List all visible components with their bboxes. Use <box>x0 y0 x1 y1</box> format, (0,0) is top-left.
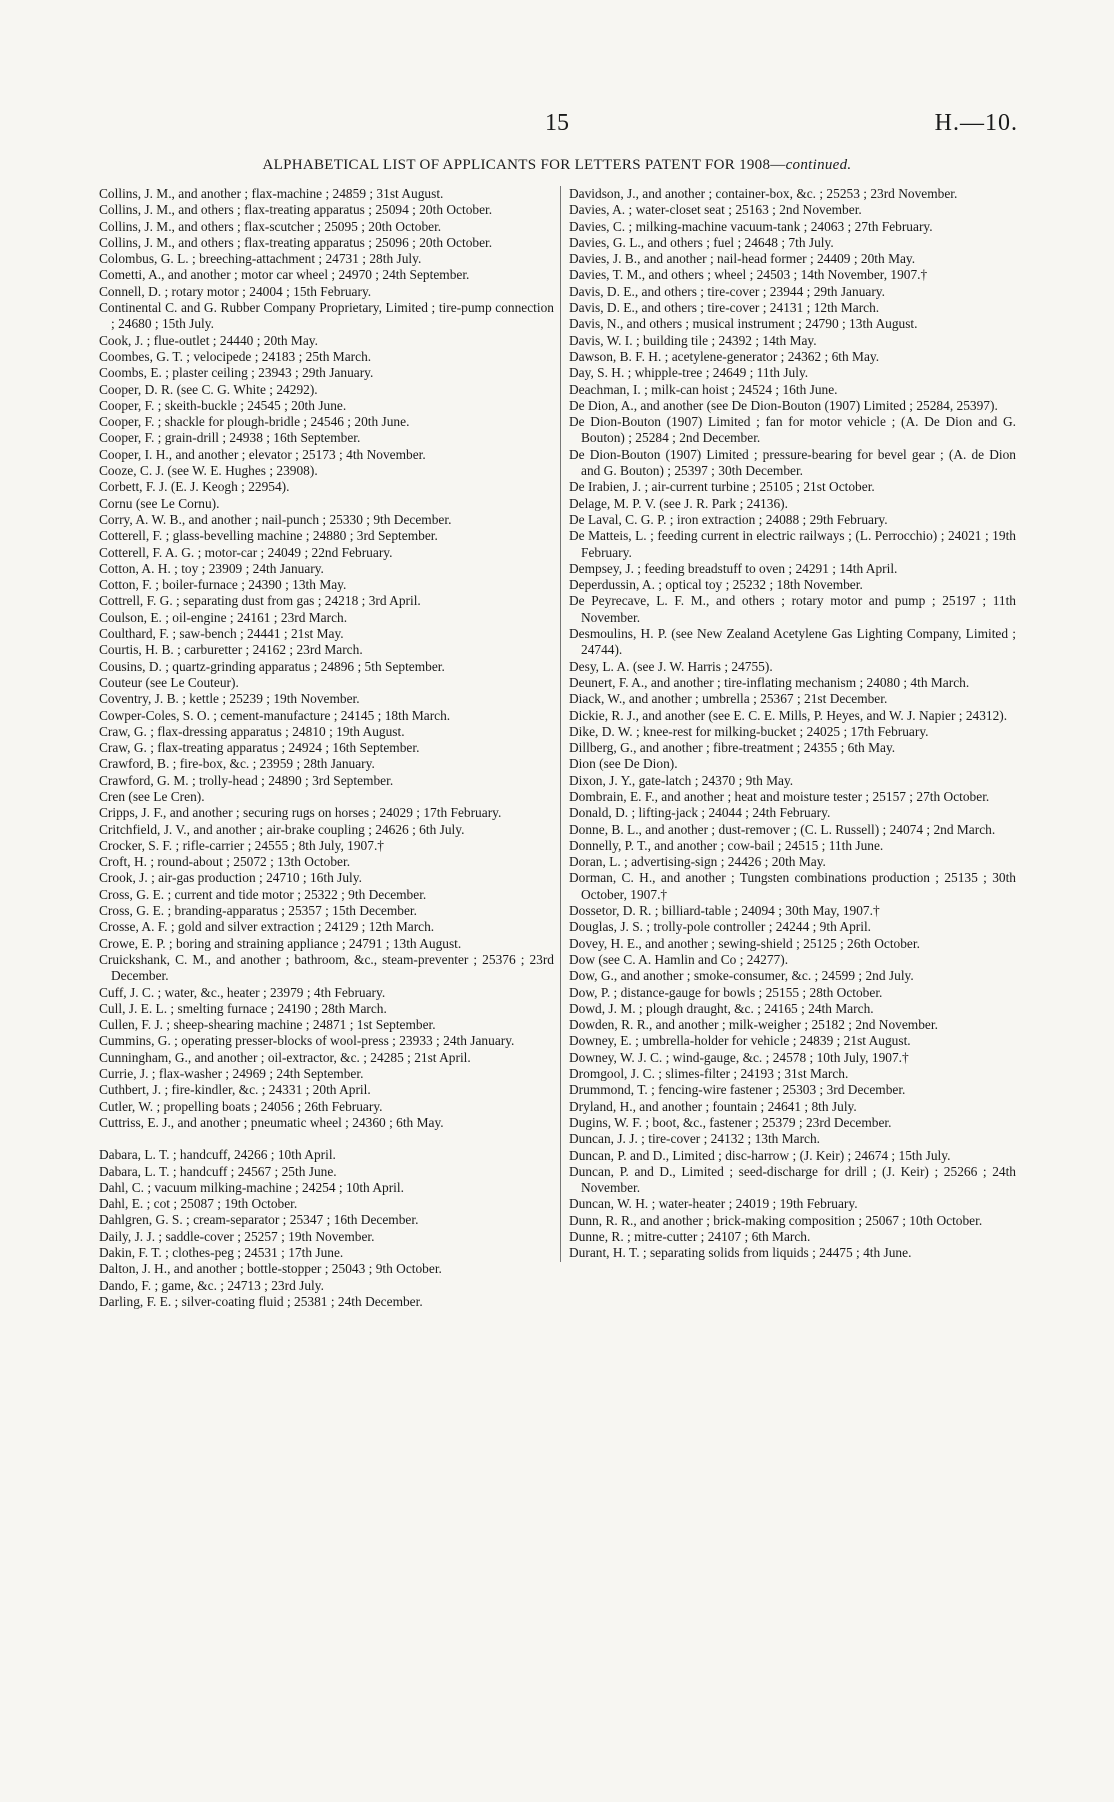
list-entry: Cook, J. ; flue-outlet ; 24440 ; 20th May. <box>99 332 318 348</box>
list-entry: Duncan, W. H. ; water-heater ; 24019 ; 19th February. <box>569 1196 858 1212</box>
list-entry: Cotton, A. H. ; toy ; 23909 ; 24th January. <box>99 560 324 576</box>
list-entry: Dike, D. W. ; knee-rest for milking-bucket ; 24025 ; 17th February. <box>569 723 929 739</box>
list-entry: Cuttriss, E. J., and another ; pneumatic wheel ; 24360 ; 6th May. <box>99 1114 444 1130</box>
list-entry: Duncan, P. and D., Limited ; disc-harrow ; (J. Keir) ; 24674 ; 15th July. <box>569 1147 951 1163</box>
list-entry: Durant, H. T. ; separating solids from liquids ; 24475 ; 4th June. <box>569 1245 912 1261</box>
list-entry: Day, S. H. ; whipple-tree ; 24649 ; 11th July. <box>569 365 809 381</box>
list-entry: Cometti, A., and another ; motor car wheel ; 24970 ; 24th September. <box>99 267 470 283</box>
list-entry: Desmoulins, H. P. (see New Zealand Acetylene Gas Lighting Company, Limited ; 24744). <box>569 626 1016 658</box>
list-entry: Deperdussin, A. ; optical toy ; 25232 ; 18th November. <box>569 577 863 593</box>
list-entry: Dabara, L. T. ; handcuff ; 24567 ; 25th June. <box>99 1163 337 1179</box>
list-entry: Dakin, F. T. ; clothes-peg ; 24531 ; 17th June. <box>99 1245 344 1260</box>
list-entry: Delage, M. P. V. (see J. R. Park ; 24136). <box>569 495 788 511</box>
list-entry: Cottrell, F. G. ; separating dust from gas ; 24218 ; 3rd April. <box>99 593 421 609</box>
list-entry: Courtis, H. B. ; carburetter ; 24162 ; 23rd March. <box>99 642 363 658</box>
list-entry: Downey, W. J. C. ; wind-gauge, &c. ; 24578 ; 10th July, 1907.† <box>569 1049 909 1065</box>
list-entry: Cooper, F. ; skeith-buckle ; 24545 ; 20th June. <box>99 397 347 413</box>
list-entry: Dow, G., and another ; smoke-consumer, &c. ; 24599 ; 2nd July. <box>569 968 914 984</box>
list-entry: Dion (see De Dion). <box>569 756 678 772</box>
list-entry: Daily, J. J. ; saddle-cover ; 25257 ; 19th November. <box>99 1228 375 1244</box>
list-entry: De Dion-Bouton (1907) Limited ; pressure-bearing for bevel gear ; (A. de Dion and G. Bouton) ; 25397 ; 30th December. <box>569 446 1016 479</box>
list-entry: Dalton, J. H., and another ; bottle-stopper ; 25043 ; 9th October. <box>99 1261 442 1277</box>
list-entry: Dahl, C. ; vacuum milking-machine ; 24254 ; 10th April. <box>99 1179 404 1195</box>
list-entry: Dovey, H. E., and another ; sewing-shield ; 25125 ; 26th October. <box>569 935 920 951</box>
list-entry: Duncan, P. and D., Limited ; seed-discharge for drill ; (J. Keir) ; 25266 ; 24th November. <box>569 1163 1016 1196</box>
list-entry: Downey, E. ; umbrella-holder for vehicle ; 24839 ; 21st August. <box>569 1033 911 1049</box>
list-entry: Dabara, L. T. ; handcuff, 24266 ; 10th April. <box>99 1147 336 1163</box>
list-entry: De Matteis, L. ; feeding current in electric railways ; (L. Perrocchio) ; 24021 ; 19th February. <box>569 528 1016 560</box>
list-entry: Drummond, T. ; fencing-wire fastener ; 25303 ; 3rd December. <box>569 1082 906 1098</box>
list-entry: Dawson, B. F. H. ; acetylene-generator ; 24362 ; 6th May. <box>569 348 880 364</box>
list-entry: De Dion-Bouton (1907) Limited ; fan for motor vehicle ; (A. De Dion and G. Bouton) ; 25284 ; 2nd December. <box>569 414 1016 446</box>
list-entry: Cotton, F. ; boiler-furnace ; 24390 ; 13th May. <box>99 577 347 593</box>
list-entry: Cripps, J. F., and another ; securing rugs on horses ; 24029 ; 17th February. <box>99 805 502 821</box>
list-entry: Coventry, J. B. ; kettle ; 25239 ; 19th November. <box>99 691 360 707</box>
list-entry: De Laval, C. G. P. ; iron extraction ; 24088 ; 29th February. <box>569 511 888 527</box>
list-entry: Croft, H. ; round-about ; 25072 ; 13th October. <box>99 854 351 870</box>
list-entry: Doran, L. ; advertising-sign ; 24426 ; 20th May. <box>569 854 826 870</box>
list-entry: Colombus, G. L. ; breeching-attachment ; 24731 ; 28th July. <box>99 251 422 267</box>
list-entry: Cooper, I. H., and another ; elevator ; 25173 ; 4th November. <box>99 446 426 462</box>
list-entry: De Peyrecave, L. F. M., and others ; rotary motor and pump ; 25197 ; 11th November. <box>569 593 1016 625</box>
list-entry: Dorman, C. H., and another ; Tungsten combinations production ; 25135 ; 30th October, 1907.† <box>569 870 1016 902</box>
list-entry: Dow (see C. A. Hamlin and Co ; 24277). <box>569 951 789 967</box>
list-entry: Cousins, D. ; quartz-grinding apparatus ; 24896 ; 5th September. <box>99 658 445 674</box>
list-entry: Davies, C. ; milking-machine vacuum-tank ; 24063 ; 27th February. <box>569 218 933 234</box>
list-entry: Dickie, R. J., and another (see E. C. E. Mills, P. Heyes, and W. J. Napier ; 24312). <box>569 707 1008 723</box>
list-entry: Dromgool, J. C. ; slimes-filter ; 24193 ; 31st March. <box>569 1066 849 1082</box>
list-entry: Cuthbert, J. ; fire-kindler, &c. ; 24331 ; 20th April. <box>99 1082 371 1098</box>
left-column <box>99 186 554 1310</box>
list-entry: Coulthard, F. ; saw-bench ; 24441 ; 21st May. <box>99 626 344 642</box>
list-entry: Dombrain, E. F., and another ; heat and moisture tester ; 25157 ; 27th October. <box>569 788 990 804</box>
list-entry: Couteur (see Le Couteur). <box>99 674 239 690</box>
list-entry: Donald, D. ; lifting-jack ; 24044 ; 24th February. <box>569 805 831 821</box>
list-entry: Corbett, F. J. (E. J. Keogh ; 22954). <box>99 479 290 495</box>
list-entry: Cull, J. E. L. ; smelting furnace ; 24190 ; 28th March. <box>99 1000 387 1016</box>
list-entry: Critchfield, J. V., and another ; air-brake coupling ; 24626 ; 6th July. <box>99 821 465 837</box>
list-entry: Deunert, F. A., and another ; tire-inflating mechanism ; 24080 ; 4th March. <box>569 674 970 690</box>
list-entry: Cooze, C. J. (see W. E. Hughes ; 23908). <box>99 463 318 479</box>
list-entry: Continental C. and G. Rubber Company Proprietary, Limited ; tire-pump connection ; 24680 ; 15th July. <box>99 300 554 332</box>
list-title-main: ALPHABETICAL LIST OF APPLICANTS FOR LETTERS PATENT FOR 1908— <box>262 157 786 173</box>
list-entry: Crowe, E. P. ; boring and straining appliance ; 24791 ; 13th August. <box>99 935 462 951</box>
list-entry: Crocker, S. F. ; rifle-carrier ; 24555 ; 8th July, 1907.† <box>99 837 384 853</box>
list-entry: Cullen, F. J. ; sheep-shearing machine ; 24871 ; 1st September. <box>99 1017 436 1033</box>
list-entry: Cowper-Coles, S. O. ; cement-manufacture ; 24145 ; 18th March. <box>99 707 451 723</box>
list-entry: Cross, G. E. ; branding-apparatus ; 25357 ; 15th December. <box>99 903 417 919</box>
list-entry: De Irabien, J. ; air-current turbine ; 25105 ; 21st October. <box>569 479 875 495</box>
list-entry: Davis, N., and others ; musical instrument ; 24790 ; 13th August. <box>569 316 918 332</box>
document-reference: H.—10. <box>934 110 1018 136</box>
list-entry: Dando, F. ; game, &c. ; 24713 ; 23rd July. <box>99 1277 324 1293</box>
list-entry: Cunningham, G., and another ; oil-extractor, &c. ; 24285 ; 21st April. <box>99 1049 471 1065</box>
list-entry: Davidson, J., and another ; container-box, &c. ; 25253 ; 23rd November. <box>569 186 958 201</box>
list-entry: Davies, A. ; water-closet seat ; 25163 ; 2nd November. <box>569 202 862 218</box>
list-entry: Cooper, F. ; shackle for plough-bridle ; 24546 ; 20th June. <box>99 414 410 430</box>
list-title-continued: continued. <box>785 157 852 173</box>
list-entry: Davis, W. I. ; building tile ; 24392 ; 14th May. <box>569 332 817 348</box>
list-entry: Craw, G. ; flax-dressing apparatus ; 24810 ; 19th August. <box>99 723 405 739</box>
list-entry: Dugins, W. F. ; boot, &c., fastener ; 25379 ; 23rd December. <box>569 1114 892 1130</box>
list-entry: Dowd, J. M. ; plough draught, &c. ; 24165 ; 24th March. <box>569 1000 874 1016</box>
list-title <box>0 157 1114 174</box>
list-entry: Collins, J. M., and others ; flax-treating apparatus ; 25094 ; 20th October. <box>99 202 493 218</box>
list-entry: Dillberg, G., and another ; fibre-treatment ; 24355 ; 6th May. <box>569 740 896 756</box>
list-entry: Dempsey, J. ; feeding breadstuff to oven ; 24291 ; 14th April. <box>569 560 898 576</box>
list-entry: Cotterell, F. A. G. ; motor-car ; 24049 ; 22nd February. <box>99 544 393 560</box>
list-entry: Coombs, E. ; plaster ceiling ; 23943 ; 29th January. <box>99 365 374 381</box>
list-entry: Coombes, G. T. ; velocipede ; 24183 ; 25th March. <box>99 348 372 364</box>
list-entry: Connell, D. ; rotary motor ; 24004 ; 15th February. <box>99 283 372 299</box>
list-entry: Douglas, J. S. ; trolly-pole controller ; 24244 ; 9th April. <box>569 919 872 935</box>
list-entry: Cummins, G. ; operating presser-blocks of wool-press ; 23933 ; 24th January. <box>99 1033 515 1049</box>
right-column <box>560 186 1016 1262</box>
list-entry: Crawford, G. M. ; trolly-head ; 24890 ; 3rd September. <box>99 772 394 788</box>
list-entry: Dixon, J. Y., gate-latch ; 24370 ; 9th May. <box>569 772 794 788</box>
list-entry: Cruickshank, C. M., and another ; bathroom, &c., steam-preventer ; 25376 ; 23rd December. <box>99 951 554 984</box>
list-entry: Dunn, R. R., and another ; brick-making composition ; 25067 ; 10th October. <box>569 1212 983 1228</box>
list-entry: Cutler, W. ; propelling boats ; 24056 ; 26th February. <box>99 1098 383 1114</box>
list-entry: Donnelly, P. T., and another ; cow-bail ; 24515 ; 11th June. <box>569 837 884 853</box>
list-entry: Dryland, H., and another ; fountain ; 24641 ; 8th July. <box>569 1098 857 1114</box>
list-entry: Collins, J. M., and others ; flax-scutcher ; 25095 ; 20th October. <box>99 218 442 234</box>
list-entry: Cuff, J. C. ; water, &c., heater ; 23979 ; 4th February. <box>99 984 386 1000</box>
list-entry: Collins, J. M., and another ; flax-machine ; 24859 ; 31st August. <box>99 186 444 201</box>
list-entry: Donne, B. L., and another ; dust-remover ; (C. L. Russell) ; 24074 ; 2nd March. <box>569 821 996 837</box>
list-entry: Davies, G. L., and others ; fuel ; 24648 ; 7th July. <box>569 234 834 250</box>
list-entry: Davis, D. E., and others ; tire-cover ; 24131 ; 12th March. <box>569 300 880 316</box>
list-entry: Cotterell, F. ; glass-bevelling machine ; 24880 ; 3rd September. <box>99 528 438 544</box>
list-entry: Crook, J. ; air-gas production ; 24710 ; 16th July. <box>99 870 362 886</box>
list-entry: Cren (see Le Cren). <box>99 788 205 804</box>
list-entry: Craw, G. ; flax-treating apparatus ; 24924 ; 16th September. <box>99 740 420 756</box>
list-entry: Cross, G. E. ; current and tide motor ; 25322 ; 9th December. <box>99 886 427 902</box>
list-entry: Dunne, R. ; mitre-cutter ; 24107 ; 6th March. <box>569 1229 811 1244</box>
list-entry: Davies, T. M., and others ; wheel ; 24503 ; 14th November, 1907.† <box>569 267 928 283</box>
list-entry: Deachman, I. ; milk-can hoist ; 24524 ; 16th June. <box>569 381 838 397</box>
list-entry: Diack, W., and another ; umbrella ; 25367 ; 21st December. <box>569 691 888 707</box>
list-entry: Davis, D. E., and others ; tire-cover ; 23944 ; 29th January. <box>569 283 885 299</box>
list-entry: Coulson, E. ; oil-engine ; 24161 ; 23rd March. <box>99 609 348 625</box>
list-entry: Dossetor, D. R. ; billiard-table ; 24094 ; 30th May, 1907.† <box>569 903 880 919</box>
list-entry: Cooper, D. R. (see C. G. White ; 24292). <box>99 381 318 397</box>
list-entry: Duncan, J. J. ; tire-cover ; 24132 ; 13th March. <box>569 1131 821 1147</box>
page-number: 15 <box>545 110 569 136</box>
list-entry: Dow, P. ; distance-gauge for bowls ; 25155 ; 28th October. <box>569 984 883 1000</box>
list-entry: Dowden, R. R., and another ; milk-weigher ; 25182 ; 2nd November. <box>569 1017 938 1033</box>
list-entry: Crawford, B. ; fire-box, &c. ; 23959 ; 28th January. <box>99 756 375 772</box>
list-entry: Crosse, A. F. ; gold and silver extraction ; 24129 ; 12th March. <box>99 919 435 935</box>
list-entry: Cooper, F. ; grain-drill ; 24938 ; 16th September. <box>99 430 361 446</box>
list-entry: Corry, A. W. B., and another ; nail-punch ; 25330 ; 9th December. <box>99 511 452 527</box>
list-entry: Dahl, E. ; cot ; 25087 ; 19th October. <box>99 1196 298 1212</box>
list-entry: Desy, L. A. (see J. W. Harris ; 24755). <box>569 658 773 674</box>
list-entry: Dahlgren, G. S. ; cream-separator ; 25347 ; 16th December. <box>99 1212 419 1228</box>
list-entry: Collins, J. M., and others ; flax-treating apparatus ; 25096 ; 20th October. <box>99 234 493 250</box>
list-entry: Darling, F. E. ; silver-coating fluid ; 25381 ; 24th December. <box>99 1293 423 1309</box>
list-entry: Currie, J. ; flax-washer ; 24969 ; 24th September. <box>99 1066 364 1082</box>
list-entry: De Dion, A., and another (see De Dion-Bouton (1907) Limited ; 25284, 25397). <box>569 397 998 413</box>
list-entry: Davies, J. B., and another ; nail-head former ; 24409 ; 20th May. <box>569 251 916 267</box>
list-entry: Cornu (see Le Cornu). <box>99 495 220 511</box>
